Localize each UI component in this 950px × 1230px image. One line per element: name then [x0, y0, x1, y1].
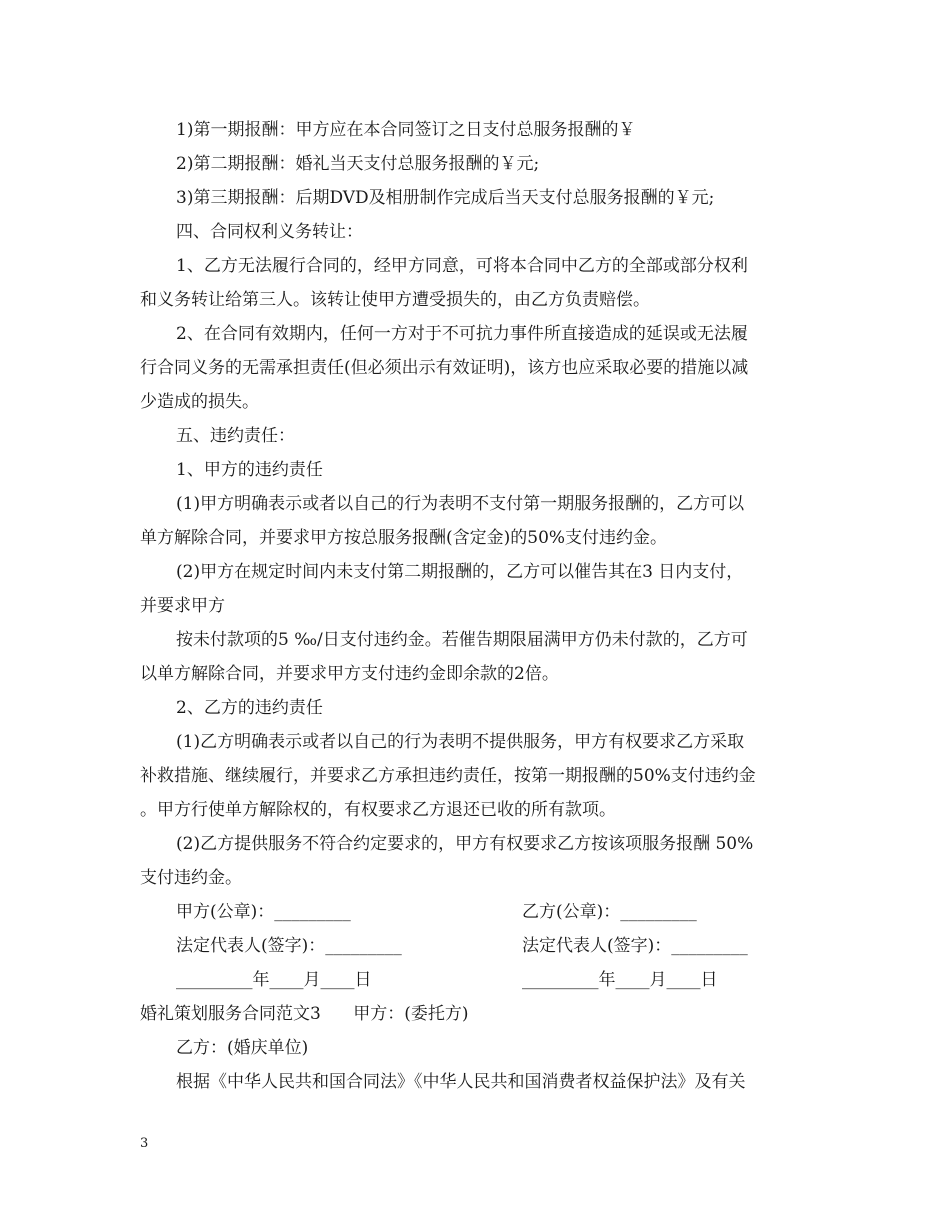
page-number: 3 — [140, 1136, 149, 1151]
party-a-seal-field: 甲方(公章)：_________ — [176, 902, 351, 922]
paragraph-line: 。甲方行使单方解除权的，有权要求乙方退还已收的所有款项。 — [140, 800, 616, 820]
paragraph-line: 单方解除合同，并要求甲方按总服务报酬(含定金)的50%支付违约金。 — [140, 528, 668, 548]
subsection-heading: 1、甲方的违约责任 — [176, 460, 323, 480]
paragraph-line: 2、在合同有效期内，任何一方对于不可抗力事件所直接造成的延误或无法履 — [176, 324, 748, 344]
party-a-representative-field: 法定代表人(签字)：_________ — [176, 936, 402, 956]
paragraph-line: 乙方：(婚庆单位) — [176, 1038, 309, 1058]
paragraph-line: 补救措施、继续履行，并要求乙方承担违约责任，按第一期报酬的50%支付违约金 — [140, 766, 756, 786]
paragraph-line: 根据《中华人民共和国合同法》《中华人民共和国消费者权益保护法》及有关 — [176, 1072, 746, 1092]
paragraph-line: 少造成的损失。 — [140, 392, 259, 412]
paragraph-line: 并要求甲方 — [140, 596, 225, 616]
paragraph-line: 按未付款项的5 ‰/日支付违约金。若催告期限届满甲方仍未付款的，乙方可 — [176, 630, 748, 650]
paragraph-line: 3)第三期报酬：后期DVD及相册制作完成后当天支付总服务报酬的￥元; — [176, 188, 715, 208]
paragraph-line: 1、乙方无法履行合同的，经甲方同意，可将本合同中乙方的全部或部分权利 — [176, 256, 748, 276]
paragraph-line: (1)甲方明确表示或者以自己的行为表明不支付第一期服务报酬的，乙方可以 — [176, 494, 745, 514]
subsection-heading: 2、乙方的违约责任 — [176, 698, 323, 718]
paragraph-line: 以单方解除合同，并要求甲方支付违约金即余款的2倍。 — [140, 664, 559, 684]
paragraph-line: (1)乙方明确表示或者以自己的行为表明不提供服务，甲方有权要求乙方采取 — [176, 732, 745, 752]
paragraph-line: 支付违约金。 — [140, 868, 242, 888]
section-heading: 五、违约责任： — [176, 426, 295, 446]
next-contract-title: 婚礼策划服务合同范文3 甲方：(委托方) — [140, 1004, 469, 1024]
paragraph-line: 行合同义务的无需承担责任(但必须出示有效证明)，该方也应采取必要的措施以减 — [140, 358, 749, 378]
paragraph-line: 和义务转让给第三人。该转让使甲方遭受损失的，由乙方负责赔偿。 — [140, 290, 650, 310]
paragraph-line: 2)第二期报酬：婚礼当天支付总服务报酬的￥元; — [176, 154, 540, 174]
paragraph-line: (2)乙方提供服务不符合约定要求的，甲方有权要求乙方按该项服务报酬 50% — [176, 834, 754, 854]
paragraph-line: (2)甲方在规定时间内未支付第二期报酬的，乙方可以催告其在3 日内支付， — [176, 562, 744, 582]
party-b-representative-field: 法定代表人(签字)：_________ — [522, 936, 748, 956]
party-b-seal-field: 乙方(公章)：_________ — [522, 902, 697, 922]
party-a-date-field: _________年____月____日 — [176, 970, 372, 990]
paragraph-line: 1)第一期报酬：甲方应在本合同签订之日支付总服务报酬的￥ — [176, 120, 636, 140]
party-b-date-field: _________年____月____日 — [522, 970, 718, 990]
section-heading: 四、合同权利义务转让： — [176, 222, 363, 242]
